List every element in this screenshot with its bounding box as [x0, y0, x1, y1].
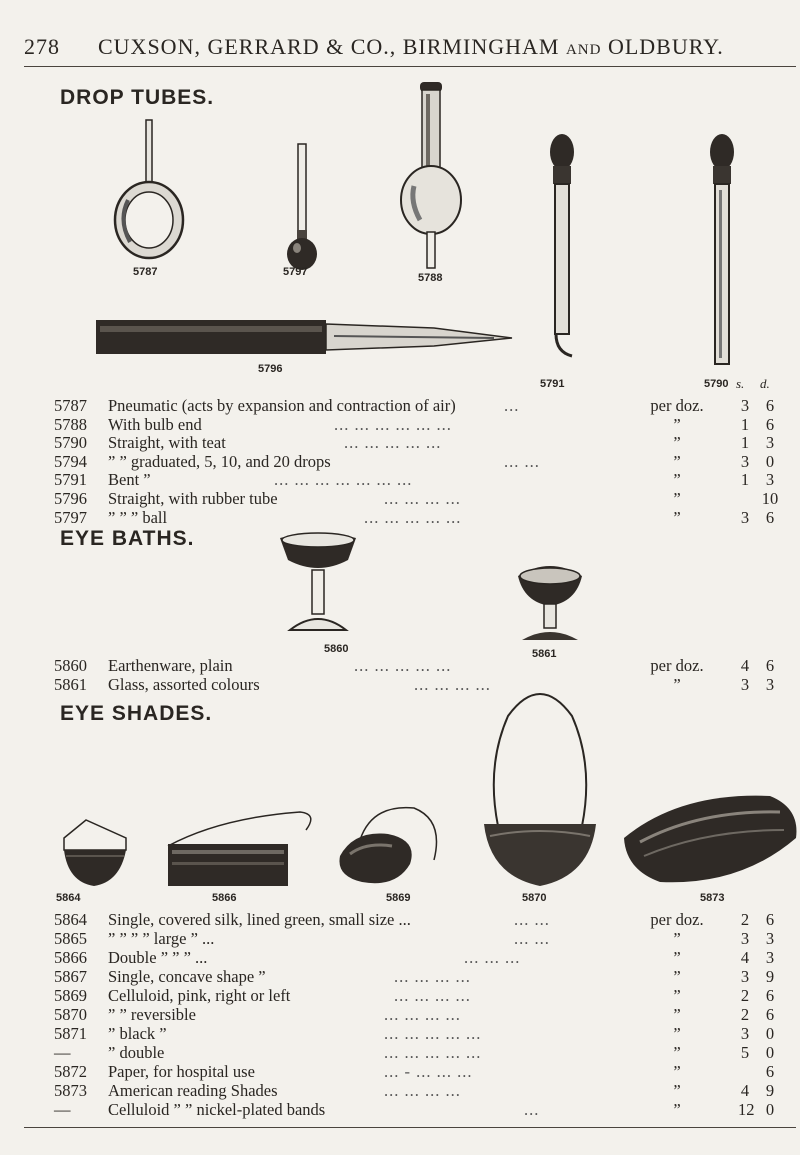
figure-label-5790: 5790 — [704, 378, 729, 390]
item-unit: ” — [673, 948, 681, 967]
item-description: With bulb end — [108, 414, 202, 434]
item-code: 5860 — [54, 656, 87, 675]
figure-label-5861: 5861 — [532, 648, 557, 660]
item-description: ” ” ” ” large ” ... — [108, 929, 215, 948]
figure-label-5797: 5797 — [283, 266, 308, 278]
figure-label-5787: 5787 — [133, 266, 158, 278]
leader-dots: ... — [504, 396, 520, 415]
item-unit: ” — [673, 1024, 681, 1043]
item-unit: ” — [673, 433, 681, 453]
price-shillings: 3 — [740, 507, 750, 527]
leader-dots: ... ... ... ... — [384, 1081, 461, 1100]
price-row — [54, 910, 798, 929]
item-description: ” double — [108, 1043, 165, 1062]
section-heading-drop-tubes: DROP TUBES. — [60, 86, 215, 109]
figure-label-5791: 5791 — [540, 378, 565, 390]
item-description: Paper, for hospital use — [108, 1062, 255, 1081]
column-head-pence: d. — [760, 376, 770, 391]
drop-tube-5791-illustration — [534, 130, 594, 360]
item-code: 5871 — [54, 1024, 87, 1043]
item-description: Celluloid, pink, right or left — [108, 986, 291, 1005]
item-code: 5872 — [54, 1062, 87, 1081]
price-shillings: 1 — [740, 433, 750, 453]
item-description: ” ” graduated, 5, 10, and 20 drops — [108, 451, 331, 471]
item-unit: ” — [673, 675, 681, 694]
price-row — [54, 1043, 798, 1062]
price-row — [54, 1081, 798, 1100]
leader-dots: ... - ... ... ... — [384, 1062, 473, 1081]
leader-dots: ... ... ... ... — [394, 967, 471, 986]
leader-dots: ... ... — [514, 929, 550, 948]
price-row — [54, 1005, 798, 1024]
running-header — [24, 34, 724, 60]
price-shillings: 3 — [740, 929, 750, 948]
item-unit: ” — [673, 1081, 681, 1100]
leader-dots: ... ... ... ... ... — [384, 1043, 482, 1062]
price-pence: 0 — [765, 1100, 775, 1119]
price-row — [54, 470, 798, 489]
item-unit: per doz. — [650, 396, 704, 415]
price-shillings: 2 — [740, 986, 750, 1005]
price-row — [54, 1100, 798, 1119]
price-pence: 6 — [765, 396, 775, 415]
item-unit: ” — [673, 1005, 681, 1024]
item-description: Celluloid ” ” nickel-plated bands — [108, 1100, 326, 1119]
price-row — [54, 675, 798, 694]
price-shillings: 3 — [740, 967, 750, 986]
item-code: 5869 — [54, 986, 87, 1005]
price-row — [54, 967, 798, 986]
price-pence: 6 — [765, 656, 775, 675]
item-description: ” ” reversible — [108, 1005, 196, 1024]
item-code: 5867 — [54, 967, 87, 986]
price-row — [54, 396, 798, 415]
item-code: 5861 — [54, 675, 87, 694]
price-shillings: 12 — [738, 1100, 755, 1119]
drop-tube-5788-illustration — [392, 80, 472, 270]
price-pence: 6 — [765, 910, 775, 929]
eye-bath-5860-illustration — [276, 530, 360, 640]
item-unit: ” — [673, 929, 681, 948]
figure-label-5796: 5796 — [258, 363, 283, 375]
item-unit: ” — [673, 507, 681, 527]
leader-dots: ... ... ... ... — [384, 1005, 461, 1024]
leader-dots: ... ... ... ... ... ... — [334, 414, 452, 434]
price-row — [54, 1024, 798, 1043]
item-description: Double ” ” ” ... — [108, 948, 208, 967]
item-code: 5864 — [54, 910, 87, 929]
price-shillings: 2 — [740, 910, 750, 929]
leader-dots: ... ... ... ... ... — [384, 1024, 482, 1043]
item-unit: per doz. — [650, 656, 704, 675]
price-pence: 0 — [765, 1024, 775, 1043]
price-pence: 6 — [765, 507, 775, 527]
price-shillings: 1 — [740, 470, 750, 490]
price-row — [54, 929, 798, 948]
eye-shade-5873-illustration — [620, 790, 800, 890]
price-pence: 9 — [765, 967, 775, 986]
footer-rule — [24, 1127, 796, 1128]
leader-dots: ... — [524, 1100, 540, 1119]
item-code: 5790 — [54, 433, 87, 453]
item-description: Single, covered silk, lined green, small size ... — [108, 910, 411, 929]
item-unit: ” — [673, 414, 681, 434]
price-shillings: 5 — [740, 1043, 750, 1062]
figure-label-5788: 5788 — [418, 272, 443, 284]
price-row — [54, 415, 798, 434]
drop-tube-5797-illustration — [274, 142, 334, 272]
item-description: Bent ” — [108, 470, 151, 490]
price-shillings: 4 — [740, 1081, 750, 1100]
price-pence: 3 — [765, 470, 775, 490]
item-unit: ” — [673, 967, 681, 986]
item-description: Straight, with rubber tube — [108, 489, 278, 508]
item-description: American reading Shades — [108, 1081, 278, 1100]
price-pence: 0 — [765, 1043, 775, 1062]
section-heading-eye-baths: EYE BATHS. — [60, 527, 195, 550]
price-pence: 6 — [765, 1062, 775, 1081]
item-unit: per doz. — [650, 910, 704, 929]
figure-label-5870: 5870 — [522, 892, 547, 904]
header-title: CUXSON, GERRARD & CO., BIRMINGHAM — [98, 34, 560, 59]
item-description: Glass, assorted colours — [108, 675, 260, 694]
section-heading-eye-shades: EYE SHADES. — [60, 702, 213, 725]
price-shillings: 1 — [740, 414, 750, 434]
figure-label-5869: 5869 — [386, 892, 411, 904]
price-shillings: 3 — [740, 396, 750, 415]
leader-dots: ... ... ... ... — [394, 986, 471, 1005]
leader-dots: ... ... ... ... ... — [364, 507, 462, 527]
header-and: AND — [565, 42, 602, 58]
leader-dots: ... ... ... ... — [414, 675, 491, 694]
drop-tube-5790-illustration — [694, 130, 754, 370]
item-unit: ” — [673, 1062, 681, 1081]
price-pence: 3 — [765, 929, 775, 948]
eye-shade-5869-illustration — [334, 800, 444, 892]
leader-dots: ... ... ... ... ... — [344, 433, 442, 453]
header-rule — [24, 66, 796, 67]
item-unit: ” — [673, 1043, 681, 1062]
item-code: 5866 — [54, 948, 87, 967]
item-unit: ” — [673, 1100, 681, 1119]
eye-shade-5870-illustration — [478, 676, 602, 892]
header-title-end: OLDBURY. — [607, 34, 724, 59]
price-shillings: 3 — [740, 451, 750, 471]
item-code: 5870 — [54, 1005, 87, 1024]
drop-tube-5787-illustration — [108, 116, 198, 266]
price-pence: 6 — [765, 1005, 775, 1024]
price-shillings: 4 — [740, 656, 750, 675]
item-code: 5791 — [54, 470, 87, 490]
leader-dots: ... ... ... ... — [384, 489, 461, 508]
price-row — [54, 948, 798, 967]
price-pence: 10 — [761, 489, 779, 508]
eye-shade-5864-illustration — [60, 816, 130, 888]
item-code: 5797 — [54, 507, 87, 527]
item-code: 5788 — [54, 414, 87, 434]
price-pence: 6 — [765, 986, 775, 1005]
eye-bath-5861-illustration — [510, 560, 590, 650]
item-unit: ” — [673, 986, 681, 1005]
price-row — [54, 508, 798, 527]
figure-label-5860: 5860 — [324, 643, 349, 655]
item-description: Pneumatic (acts by expansion and contraction of air) — [108, 396, 456, 415]
item-description: ” ” ” ball — [108, 507, 168, 527]
price-pence: 3 — [765, 948, 775, 967]
item-code: 5794 — [54, 451, 87, 471]
price-shillings: 3 — [740, 675, 750, 694]
price-pence: 3 — [765, 675, 775, 694]
price-row — [54, 433, 798, 452]
figure-label-5866: 5866 — [212, 892, 237, 904]
price-row — [54, 986, 798, 1005]
price-shillings: 4 — [740, 948, 750, 967]
leader-dots: ... ... — [504, 451, 540, 471]
item-code: — — [54, 1100, 71, 1119]
leader-dots: ... ... ... — [464, 948, 521, 967]
price-row — [54, 1062, 798, 1081]
page-number: 278 — [24, 34, 60, 59]
figure-label-5873: 5873 — [700, 892, 725, 904]
item-unit: ” — [673, 451, 681, 471]
item-code: 5873 — [54, 1081, 87, 1100]
item-code: 5796 — [54, 489, 87, 508]
eye-shade-5866-illustration — [160, 810, 320, 890]
price-pence: 3 — [765, 433, 775, 453]
drop-tube-5796-illustration — [94, 316, 514, 360]
leader-dots: ... ... — [514, 910, 550, 929]
item-description: Straight, with teat — [108, 433, 226, 453]
leader-dots: ... ... ... ... ... — [354, 656, 452, 675]
column-head-shillings: s. — [736, 376, 745, 391]
price-pence: 9 — [765, 1081, 775, 1100]
item-unit: ” — [673, 489, 681, 508]
item-code: 5787 — [54, 396, 87, 415]
leader-dots: ... ... ... ... ... ... ... — [274, 470, 413, 490]
price-pence: 6 — [765, 414, 775, 434]
item-description: Earthenware, plain — [108, 656, 233, 675]
price-row — [54, 656, 798, 675]
figure-label-5864: 5864 — [56, 892, 81, 904]
item-description: Single, concave shape ” — [108, 967, 266, 986]
item-code: — — [54, 1043, 71, 1062]
price-row — [54, 452, 798, 471]
item-code: 5865 — [54, 929, 87, 948]
price-pence: 0 — [765, 451, 775, 471]
price-shillings: 2 — [740, 1005, 750, 1024]
price-shillings: 3 — [740, 1024, 750, 1043]
item-description: ” black ” — [108, 1024, 167, 1043]
price-row — [54, 489, 798, 508]
item-unit: ” — [673, 470, 681, 490]
